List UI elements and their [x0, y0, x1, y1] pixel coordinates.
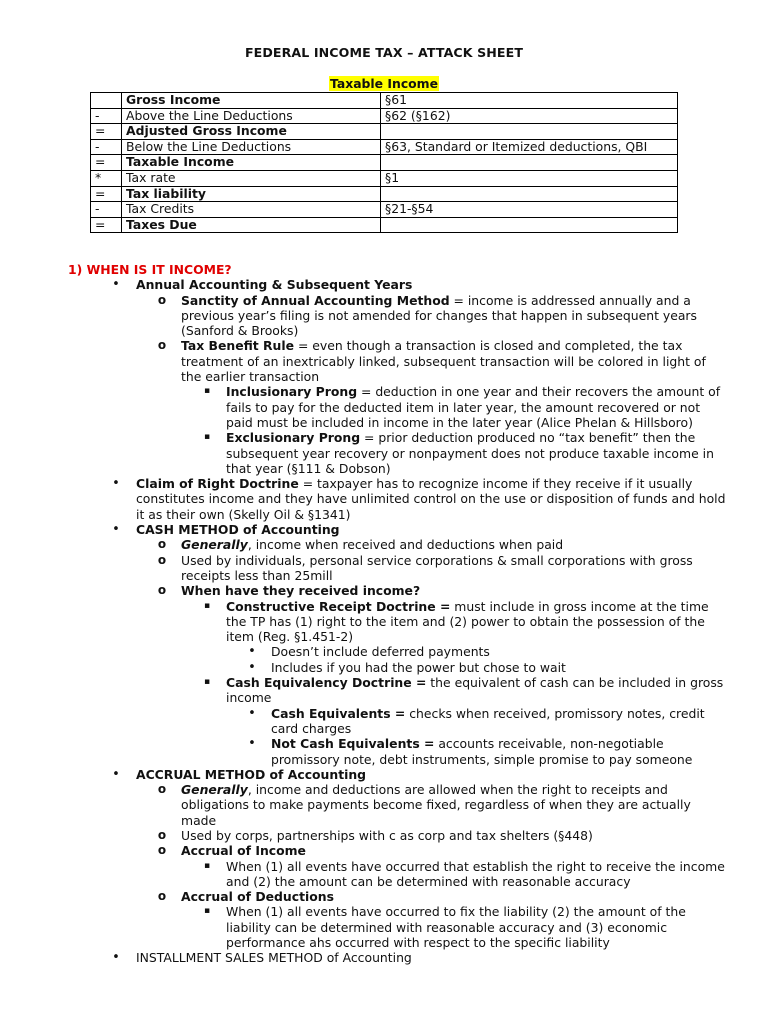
taxable-income-heading	[0, 76, 768, 91]
table-row	[91, 124, 678, 140]
label-cell: Taxable Income	[122, 155, 381, 171]
bold-term: Generally	[181, 537, 248, 553]
circle-bullet-icon: o	[157, 537, 167, 552]
square-bullet-icon: ▪	[203, 600, 211, 611]
outline-item-level-3	[0, 599, 728, 645]
table-row	[91, 170, 678, 186]
table-row	[91, 186, 678, 202]
item-text: Includes if you had the power but chose to wait	[271, 659, 566, 675]
outline-item-level-3	[0, 430, 728, 476]
bold-term: Constructive Receipt Doctrine =	[226, 598, 451, 614]
bold-term: Sanctity of Annual Accounting Method	[181, 292, 450, 308]
bullet-icon: •	[112, 277, 120, 293]
highlighted-heading-text: Taxable Income	[329, 76, 438, 91]
taxable-income-table	[90, 92, 678, 233]
outline-item-level-1	[0, 767, 728, 782]
operator-cell: =	[91, 155, 122, 171]
operator-cell: =	[91, 217, 122, 233]
bold-term: Generally	[181, 782, 248, 798]
citation-cell	[381, 186, 678, 202]
circle-bullet-icon: o	[157, 552, 167, 567]
outline-item-level-2	[0, 537, 728, 552]
citation-cell: §62 (§162)	[381, 108, 678, 124]
item-text: When (1) all events have occurred that establish the right to receive the income and (2) the amount can be determined with reasonable accuracy	[226, 858, 725, 889]
bold-term: Tax Benefit Rule	[181, 338, 295, 354]
outline-item-level-1	[0, 476, 728, 522]
circle-bullet-icon: o	[157, 827, 167, 842]
outline-item-level-2	[0, 782, 728, 828]
bold-term: Exclusionary Prong	[226, 430, 361, 446]
outline-item-level-4	[0, 660, 728, 675]
label-cell: Taxes Due	[122, 217, 381, 233]
item-text: = even though a transaction is closed and completed, the tax treatment of an inextricably linked, subsequent transaction will be colored in light of the earlier transaction	[181, 338, 706, 385]
operator-cell: =	[91, 186, 122, 202]
table-row	[91, 202, 678, 218]
operator-cell: -	[91, 139, 122, 155]
outline-item-level-1	[0, 277, 728, 292]
label-cell: Tax Credits	[122, 202, 381, 218]
item-text: Doesn’t include deferred payments	[271, 644, 490, 660]
table-row	[91, 155, 678, 171]
label-cell: Gross Income	[122, 93, 381, 109]
outline-item-level-2	[0, 338, 728, 384]
outline-item-level-2	[0, 293, 728, 339]
square-bullet-icon: ▪	[203, 386, 211, 397]
square-bullet-icon: ▪	[203, 906, 211, 917]
bold-term: Cash Equivalents =	[271, 705, 406, 721]
item-text: checks when received, promissory notes, credit card charges	[271, 705, 705, 736]
operator-cell: -	[91, 202, 122, 218]
bullet-icon: •	[112, 522, 120, 538]
item-text: , income when received and deductions when paid	[247, 537, 564, 553]
square-bullet-icon: ▪	[203, 432, 211, 443]
bullet-icon: •	[112, 476, 120, 492]
operator-cell	[91, 93, 122, 109]
bullet-icon: •	[112, 950, 120, 966]
bold-term: Accrual of Income	[181, 843, 306, 859]
outline-item-level-4	[0, 706, 728, 737]
outline-item-level-2	[0, 583, 728, 598]
circle-bullet-icon: o	[157, 583, 167, 598]
table-row	[91, 108, 678, 124]
bold-term: Accrual of Deductions	[181, 889, 334, 905]
item-text: Used by individuals, personal service corporations & small corporations with gross receipts less than 25mill	[181, 552, 693, 583]
citation-cell	[381, 217, 678, 233]
bold-term: ACCRUAL METHOD of Accounting	[136, 766, 367, 782]
outline-item-level-2	[0, 553, 728, 584]
outline-item-level-2	[0, 843, 728, 858]
outline-section	[0, 262, 768, 966]
outline-item-level-1	[0, 522, 728, 537]
bold-term: Annual Accounting & Subsequent Years	[136, 277, 413, 293]
outline-list	[0, 277, 768, 965]
item-text: , income and deductions are allowed when the right to receipts and obligations to make payments become fixed, regardless of when they are actually made	[181, 782, 691, 828]
bullet-icon: •	[112, 766, 120, 782]
label-cell: Tax liability	[122, 186, 381, 202]
bold-term: Inclusionary Prong	[226, 384, 358, 400]
bullet-icon: •	[248, 644, 256, 660]
label-cell: Below the Line Deductions	[122, 139, 381, 155]
outline-item-level-3	[0, 675, 728, 706]
item-text: = income is addressed annually and a previous year’s filing is not amended for changes that happen in subsequent years (Sanford & Brooks)	[181, 292, 697, 339]
label-cell: Adjusted Gross Income	[122, 124, 381, 140]
operator-cell: *	[91, 170, 122, 186]
outline-item-level-4	[0, 736, 728, 767]
square-bullet-icon: ▪	[203, 677, 211, 688]
circle-bullet-icon: o	[157, 338, 167, 353]
table-row	[91, 93, 678, 109]
outline-item-level-1	[0, 950, 728, 965]
circle-bullet-icon: o	[157, 889, 167, 904]
item-text: must include in gross income at the time the TP has (1) right to the item and (2) power to obtain the possession of the item (Reg. §1.451-2)	[226, 598, 709, 645]
item-text: = prior deduction produced no “tax benefit” then the subsequent year recovery or nonpayment does not produce taxable income in that year (§111 & Dobson)	[226, 430, 714, 476]
bold-term: Cash Equivalency Doctrine =	[226, 675, 427, 691]
item-text: When (1) all events have occurred to fix the liability (2) the amount of the liability can be determined with reasonable accuracy and (3) economic performance ahs occurred with respect to the specific liability	[226, 904, 686, 951]
outline-item-level-4	[0, 644, 728, 659]
citation-cell	[381, 124, 678, 140]
label-cell: Tax rate	[122, 170, 381, 186]
citation-cell: §21-§54	[381, 202, 678, 218]
citation-cell	[381, 155, 678, 171]
square-bullet-icon: ▪	[203, 860, 211, 871]
citation-cell: §63, Standard or Itemized deductions, QBI	[381, 139, 678, 155]
bold-term: CASH METHOD of Accounting	[136, 522, 340, 538]
circle-bullet-icon: o	[157, 843, 167, 858]
table-row	[91, 217, 678, 233]
circle-bullet-icon: o	[157, 782, 167, 797]
table-row	[91, 139, 678, 155]
bullet-icon: •	[248, 736, 256, 752]
section-title: 1) WHEN IS IT INCOME?	[68, 262, 232, 277]
outline-item-level-2	[0, 889, 728, 904]
outline-item-level-3	[0, 859, 728, 890]
item-text: Used by corps, partnerships with c as corp and tax shelters (§448)	[181, 827, 593, 843]
item-text: = taxpayer has to recognize income if they receive if it usually constitutes income and they have unlimited control on the use or disposition of funds and hold it as their own (Skelly Oil & §1341)	[136, 476, 726, 522]
item-text: accounts receivable, non-negotiable promissory note, debt instruments, simple promise to pay someone	[271, 736, 693, 767]
bullet-icon: •	[248, 705, 256, 721]
circle-bullet-icon: o	[157, 292, 167, 307]
citation-cell: §1	[381, 170, 678, 186]
bold-term: Not Cash Equivalents =	[271, 736, 435, 752]
bullet-icon: •	[248, 659, 256, 675]
item-text: = deduction in one year and their recovers the amount of fails to pay for the deducted item in later year, the amount recovered or not paid must be included in income in the later year (Alice Phelan & Hillsboro)	[226, 384, 721, 430]
document-title: FEDERAL INCOME TAX – ATTACK SHEET	[244, 45, 524, 60]
bold-term: When have they received income?	[181, 583, 421, 599]
citation-cell: §61	[381, 93, 678, 109]
outline-item-level-2	[0, 828, 728, 843]
label-cell: Above the Line Deductions	[122, 108, 381, 124]
operator-cell: -	[91, 108, 122, 124]
item-text: the equivalent of cash can be included in gross income	[226, 675, 724, 706]
item-text: INSTALLMENT SALES METHOD of Accounting	[136, 950, 412, 966]
outline-item-level-3	[0, 904, 728, 950]
outline-item-level-3	[0, 384, 728, 430]
operator-cell: =	[91, 124, 122, 140]
bold-term: Claim of Right Doctrine	[136, 476, 299, 492]
